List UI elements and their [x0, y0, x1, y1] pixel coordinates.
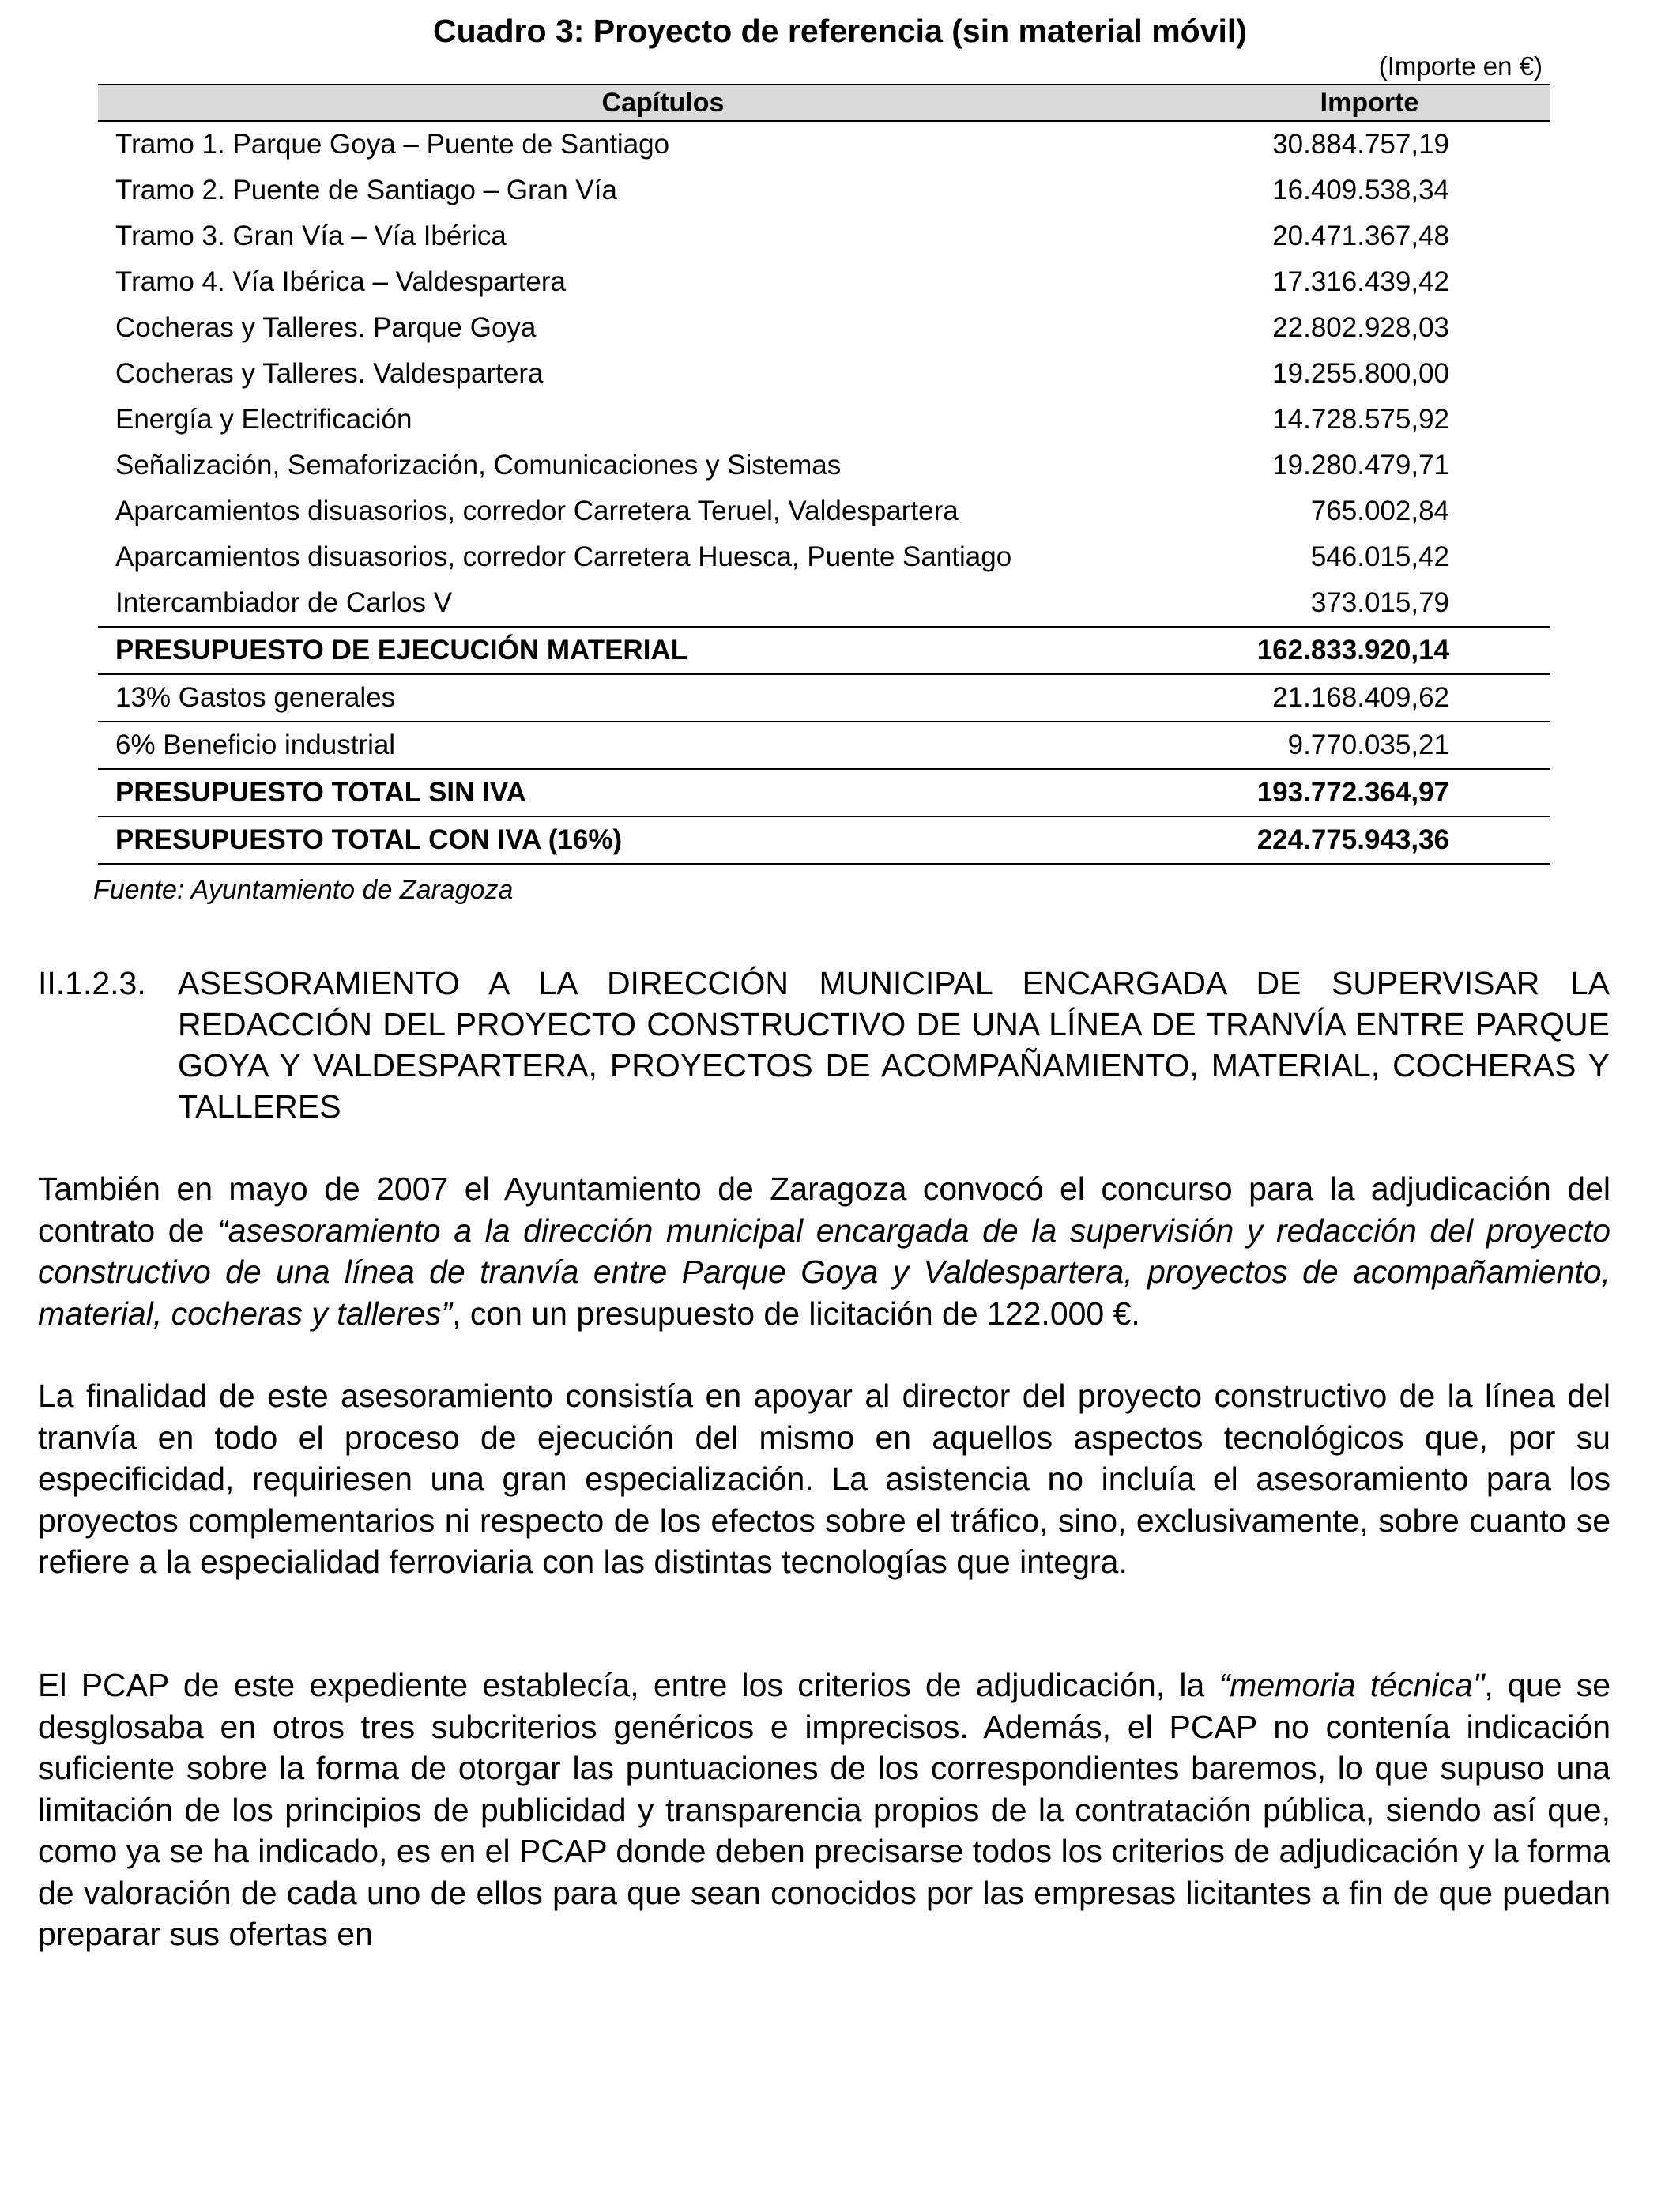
section-number: II.1.2.3.: [38, 965, 146, 1001]
row-label: Tramo 3. Gran Vía – Vía Ibérica: [115, 221, 507, 251]
table-header-row: [98, 85, 1550, 121]
row-value: 9.770.035,21: [1157, 722, 1550, 769]
row-value: 193.772.364,97: [1157, 769, 1550, 816]
row-label: Tramo 2. Puente de Santiago – Gran Vía: [115, 175, 617, 205]
row-label: Señalización, Semaforización, Comunicaciones y Sistemas: [115, 450, 842, 481]
row-label: Cocheras y Talleres. Valdespartera: [115, 358, 544, 389]
row-value: 373.015,79: [1310, 587, 1449, 618]
row-value: 16.409.538,34: [1272, 175, 1449, 205]
row-label: PRESUPUESTO DE EJECUCIÓN MATERIAL: [98, 627, 1157, 674]
budget-table: [98, 84, 1550, 865]
row-value: 21.168.409,62: [1157, 674, 1550, 722]
paragraph-3-quote: “memoria técnica": [1219, 1667, 1485, 1703]
row-label: Intercambiador de Carlos V: [115, 587, 453, 618]
row-label: 13% Gastos generales: [98, 674, 1157, 722]
paragraph-1-text-end: , con un presupuesto de licitación de 122.000 €.: [452, 1295, 1140, 1332]
row-label: Aparcamientos disuasorios, corredor Carretera Teruel, Valdespartera: [115, 496, 959, 526]
paragraph-1-quote: “asesoramiento a la dirección municipal encargada de la supervisión y redacción del proyecto constructivo de una línea de tranvía entre Parque Goya y Valdespartera, proyectos de acompañamiento, material, cocheras y talleres”: [38, 1212, 1611, 1332]
row-value: 19.255.800,00: [1272, 358, 1449, 389]
table-source: Fuente: Ayuntamiento de Zaragoza: [93, 875, 514, 905]
table-row: [98, 580, 1550, 627]
table-row: [98, 488, 1550, 534]
row-label: Cocheras y Talleres. Parque Goya: [115, 312, 537, 343]
row-value: 224.775.943,36: [1157, 816, 1550, 864]
paragraph-3: [38, 1664, 1610, 1955]
header-amount: Importe: [1157, 85, 1550, 121]
table-row: [98, 168, 1550, 213]
table-row: [98, 213, 1550, 259]
summary-row-total-without-vat: [98, 769, 1550, 816]
summary-row-pem: [98, 627, 1550, 674]
paragraph-3-text-end: , que se desglosaba en otros tres subcriterios genéricos e imprecisos. Además, el PCAP no contenía indicación suficiente sobre la forma de otorgar las puntuaciones de los correspondientes baremos, lo que supuso una limitación de los principios de publicidad y transparencia propios de la contratación pública, siendo así que, como ya se ha indicado, es en el PCAP donde deben precisarse todos los criterios de adjudicación y la forma de valoración de cada uno de ellos para que sean conocidos por las empresas licitantes a fin de que puedan preparar sus ofertas en: [38, 1667, 1610, 1952]
row-value: 19.280.479,71: [1272, 450, 1449, 481]
paragraph-2: La finalidad de este asesoramiento consistía en apoyar al director del proyecto constructivo de la línea del tranvía en todo el proceso de ejecución del mismo en aquellos aspectos tecnológicos que, por su especificidad, requiriesen una gran especialización. La asistencia no incluía el asesoramiento para los proyectos complementarios ni respecto de los efectos sobre el tráfico, sino, exclusivamente, sobre cuanto se refiere a la especialidad ferroviaria con las distintas tecnologías que integra.: [38, 1378, 1610, 1580]
row-value: 22.802.928,03: [1272, 312, 1449, 343]
row-label: PRESUPUESTO TOTAL CON IVA (16%): [98, 816, 1157, 864]
section-title: ASESORAMIENTO A LA DIRECCIÓN MUNICIPAL ENCARGADA DE SUPERVISAR LA REDACCIÓN DEL PROYECTO CONSTRUCTIVO DE UNA LÍNEA DE TRANVÍA ENTRE PARQUE GOYA Y VALDESPARTERA, PROYECTOS DE ACOMPAÑAMIENTO, MATERIAL, COCHERAS Y TALLERES: [178, 965, 1610, 1125]
row-value: 546.015,42: [1310, 541, 1449, 572]
row-label: Tramo 4. Vía Ibérica – Valdespartera: [115, 266, 566, 297]
summary-row-industrial-profit: [98, 722, 1550, 769]
summary-row-total-with-vat: [98, 816, 1550, 864]
row-value: 162.833.920,14: [1157, 627, 1550, 674]
paragraph-1: [38, 1168, 1610, 1334]
header-chapters: Capítulos: [98, 85, 1157, 121]
row-value: 765.002,84: [1310, 496, 1449, 526]
table-row: [98, 397, 1550, 443]
row-value: 20.471.367,48: [1272, 221, 1449, 251]
table-row: [98, 351, 1550, 397]
table-unit-note: (Importe en €): [1378, 51, 1543, 81]
table-row: [98, 534, 1550, 580]
table-title: Cuadro 3: Proyecto de referencia (sin material móvil): [433, 13, 1247, 49]
row-label: 6% Beneficio industrial: [98, 722, 1157, 769]
row-value: 17.316.439,42: [1272, 266, 1449, 297]
paragraph-1-text-start: También en mayo de 2007 el Ayuntamiento de Zaragoza convocó el concurso para la adjudicación del contrato de: [38, 1171, 1610, 1249]
row-value: 30.884.757,19: [1272, 129, 1449, 160]
row-value: 14.728.575,92: [1272, 404, 1449, 435]
paragraph-3-text-start: El PCAP de este expediente establecía, entre los criterios de adjudicación, la: [38, 1667, 1219, 1703]
table-row: [98, 259, 1550, 305]
row-label: Tramo 1. Parque Goya – Puente de Santiago: [115, 129, 670, 160]
summary-row-general-expenses: [98, 674, 1550, 722]
row-label: Aparcamientos disuasorios, corredor Carretera Huesca, Puente Santiago: [115, 541, 1012, 572]
row-label: Energía y Electrificación: [115, 404, 412, 435]
table-row: [98, 443, 1550, 488]
table-row: [98, 305, 1550, 351]
table-row: [98, 121, 1550, 168]
row-label: PRESUPUESTO TOTAL SIN IVA: [98, 769, 1157, 816]
